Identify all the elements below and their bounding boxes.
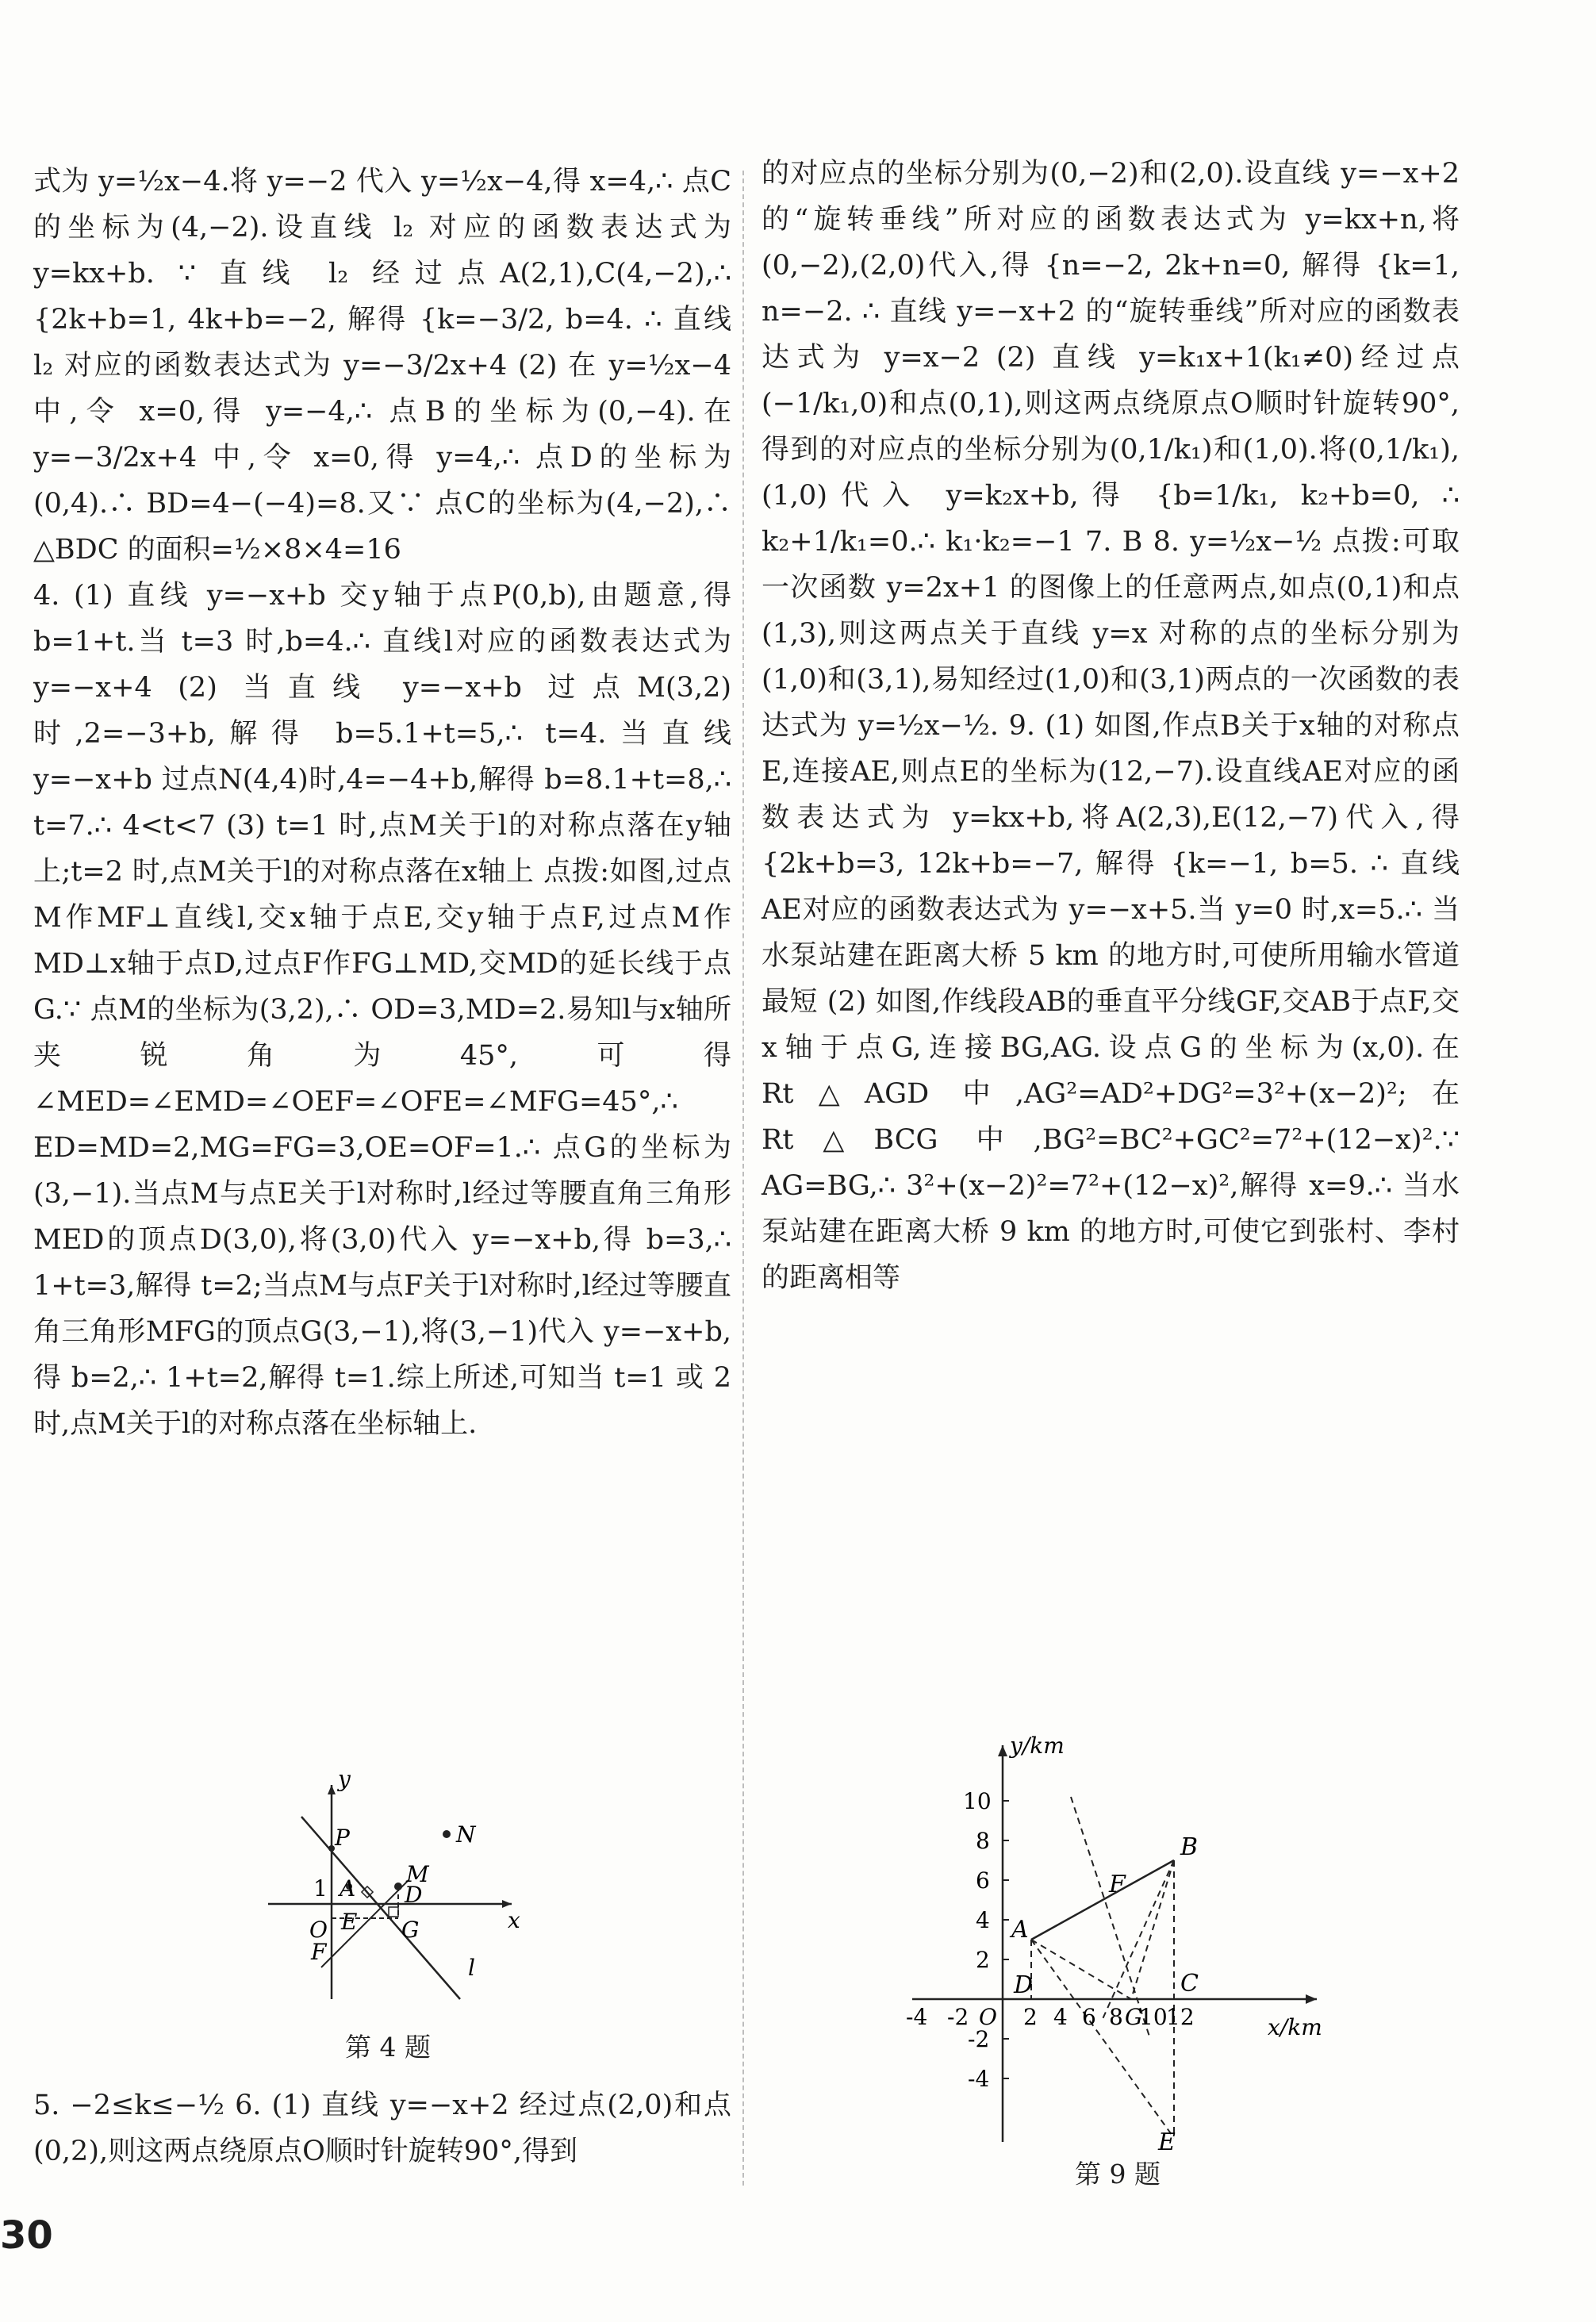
fig9-y-axis-label: y/km <box>1010 1733 1065 1759</box>
column-divider <box>742 171 744 2186</box>
fig4-label-F: F <box>311 1939 327 1965</box>
fig4-label-l: l <box>468 1955 475 1981</box>
answer-3-continued: 式为 y=½x−4.将 y=−2 代入 y=½x−4,得 x=4,∴ 点C的坐标为(4,−2).设直线 l₂ 对应的函数表达式为 y=kx+b. ∵ 直线 l₂ 经过点A(2,1),C(4,−2),∴ {2k+b=1, 4k+b=−2, 解得 {k=−3/2, b=4. ∴ 直线 l₂ 对应的函数表达式为 y=−3/2x+4 (2) 在 y=½x−4 中,令 x=0,得 y=−4,∴ 点B的坐标为(0,−4).在 y=−3/2x+4 中,令 x=0,得 y=4,∴ 点D的坐标为(0,4).∴ BD=4−(−4)=8.又∵ 点C的坐标为(4,−2),∴ △BDC 的面积=½×8×4=16 <box>33 166 731 566</box>
fig9-ytick-neg4: -4 <box>968 2066 990 2092</box>
fig9-label-E: E <box>1158 2128 1176 2156</box>
answers-6-to-9: 的对应点的坐标分别为(0,−2)和(2,0).设直线 y=−x+2 的“旋转垂线”所对应的函数表达式为 y=kx+n,将(0,−2),(2,0)代入,得 {n=−2, 2k+n=0, 解得 {k=1, n=−2. ∴ 直线 y=−x+2 的“旋转垂线”所对应的函数表达式为 y=x−2 (2) 直线 y=k₁x+1(k₁≠0)经过点(−1/k₁,0)和点(0,1),则这两点绕原点O顺时针旋转90°,得到的对应点的坐标分别为(0,1/k₁)和(1,0).将(0,1/k₁),(1,0)代入 y=k₂x+b,得 {b=1/k₁, k₂+b=0, ∴ k₂+1/k₁=0.∴ k₁·k₂=−1 7. B 8. y=½x−½ 点拨:可取一次函数 y=2x+1 的图像上的任意两点,如点(0,1)和点(1,3),则这两点关于直线 y=x 对称的点的坐标分别为(1,0)和(3,1),易知经过(1,0)和(3,1)两点的一次函数的表达式为 y=½x−½. 9. (1) 如图,作点B关于x轴的对称点E,连接AE,则点E的坐标为(12,−7).设直线AE对应的函数表达式为 y=kx+b,将A(2,3),E(12,−7)代入,得 {2k+b=3, 12k+b=−7, 解得 {k=−1, b=5. ∴ 直线AE对应的函数表达式为 y=−x+5.当 y=0 时,x=5.∴ 当水泵站建在距离大桥 5 km 的地方时,可使所用输水管道最短 (2) 如图,作线段AB的垂直平分线GF,交AB于点F,交x轴于点G,连接BG,AG.设点G的坐标为(x,0).在 Rt△AGD 中,AG²=AD²+DG²=3²+(x−2)²;在 Rt△BCG 中,BG²=BC²+GC²=7²+(12−x)².∵ AG=BG,∴ 3²+(x−2)²=7²+(12−x)²,解得 x=9.∴ 当水泵站建在距离大桥 9 km 的地方时,可使它到张村、李村的距离相等 <box>762 158 1460 1294</box>
fig9-xtick-2: 2 <box>1023 2004 1038 2030</box>
fig9-xtick-neg4: -4 <box>906 2004 928 2030</box>
fig9-label-D: D <box>1014 1971 1034 1999</box>
figure-4 <box>238 1769 539 2007</box>
fig9-ytick-8: 8 <box>976 1828 990 1854</box>
fig9-xtick-neg2: -2 <box>947 2004 969 2030</box>
fig9-xtick-12: 12 <box>1166 2004 1195 2030</box>
fig9-label-F: F <box>1109 1871 1126 1898</box>
fig9-x-axis-label: x/km <box>1268 2014 1322 2040</box>
fig9-xtick-10: 10 <box>1139 2004 1168 2030</box>
answers-5-6: 5. −2≤k≤−½ 6. (1) 直线 y=−x+2 经过点(2,0)和点(0,2),则这两点绕原点O顺时针旋转90°,得到 <box>33 2090 731 2167</box>
figure-9-caption: 第 9 题 <box>1075 2159 1161 2190</box>
fig9-label-B: B <box>1180 1833 1199 1861</box>
fig4-label-O: O <box>309 1917 328 1943</box>
figure-9 <box>896 1729 1356 2174</box>
fig4-label-G: G <box>401 1917 420 1943</box>
fig4-label-P: P <box>335 1825 350 1851</box>
fig4-label-A: A <box>340 1875 356 1902</box>
fig9-ytick-2: 2 <box>976 1947 990 1973</box>
right-column <box>762 151 1460 1301</box>
fig4-label-N: N <box>456 1821 476 1848</box>
figure-4-caption: 第 4 题 <box>345 2032 431 2063</box>
fig9-origin: O <box>979 2004 997 2030</box>
fig4-label-M: M <box>406 1861 429 1887</box>
fig9-xtick-8: 8 <box>1109 2004 1123 2030</box>
fig4-y-label: y <box>338 1769 351 1792</box>
fig9-ytick-neg2: -2 <box>968 2026 990 2052</box>
left-column-bottom <box>33 2082 731 2174</box>
fig9-label-C: C <box>1180 1970 1199 1998</box>
fig9-xtick-6: 6 <box>1082 2004 1096 2030</box>
fig4-label-D: D <box>405 1882 423 1908</box>
fig9-ytick-4: 4 <box>976 1907 990 1933</box>
fig9-ytick-10: 10 <box>963 1788 992 1814</box>
fig9-xtick-4: 4 <box>1053 2004 1068 2030</box>
fig9-label-G: G <box>1125 2004 1143 2030</box>
fig9-ytick-6: 6 <box>976 1867 990 1894</box>
fig4-x-label: x <box>508 1907 520 1933</box>
answer-4: 4. (1) 直线 y=−x+b 交y轴于点P(0,b),由题意,得 b=1+t.当 t=3 时,b=4.∴ 直线l对应的函数表达式为 y=−x+4 (2) 当直线 y=−x+b 过点M(3,2)时,2=−3+b,解得 b=5.1+t=5,∴ t=4.当直线 y=−x+b 过点N(4,4)时,4=−4+b,解得 b=8.1+t=8,∴ t=7.∴ 4<t<7 (3) t=1 时,点M关于l的对称点落在y轴上;t=2 时,点M关于l的对称点落在x轴上 点拨:如图,过点M作MF⊥直线l,交x轴于点E,交y轴于点F,过点M作MD⊥x轴于点D,过点F作FG⊥MD,交MD的延长线于点G.∵ 点M的坐标为(3,2),∴ OD=3,MD=2.易知l与x轴所夹锐角为45°,可得∠MED=∠EMD=∠OEF=∠OFE=∠MFG=45°,∴ ED=MD=2,MG=FG=3,OE=OF=1.∴ 点G的坐标为(3,−1).当点M与点E关于l对称时,l经过等腰直角三角形MED的顶点D(3,0),将(3,0)代入 y=−x+b,得 b=3,∴ 1+t=3,解得 t=2;当点M与点F关于l对称时,l经过等腰直角三角形MFG的顶点G(3,−1),将(3,−1)代入 y=−x+b,得 b=2,∴ 1+t=2,解得 t=1.综上所述,可知当 t=1 或 2 时,点M关于l的对称点落在坐标轴上. <box>33 580 731 1440</box>
fig4-label-E: E <box>341 1909 358 1935</box>
left-column <box>33 159 731 1447</box>
page-number: 30 <box>0 2213 53 2258</box>
fig4-label-1: 1 <box>313 1875 328 1902</box>
fig9-label-A: A <box>1011 1916 1029 1944</box>
